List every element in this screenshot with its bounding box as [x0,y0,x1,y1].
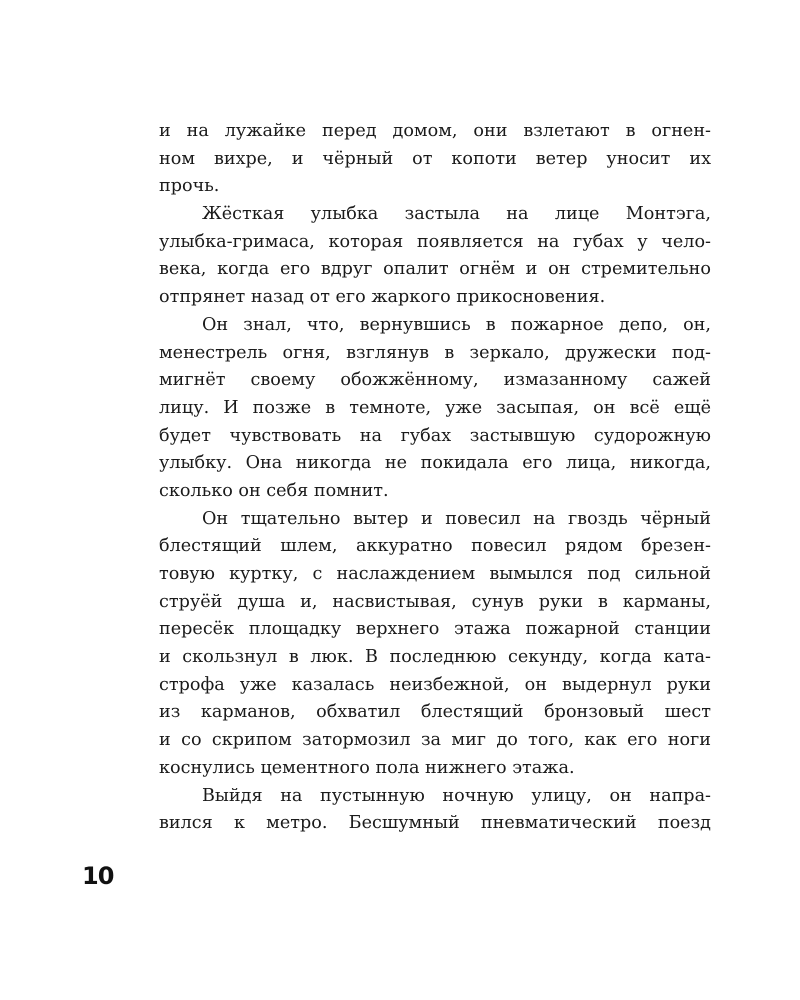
text-line: будет чувствовать на губах застывшую судорожную [159,425,711,446]
text-line: ном вихре, и чёрный от копоти ветер уносит их [159,148,711,169]
text-line: и со скрипом затормозил за миг до того, как его ноги [159,730,711,751]
body-text [159,118,711,838]
text-line: отпрянет назад от его жаркого прикосновения. [159,287,606,308]
text-line: менестрель огня, взглянув в зеркало, дружески под- [159,342,711,363]
text-line: коснулись цементного пола нижнего этажа. [159,757,575,778]
text-line: пересёк площадку верхнего этажа пожарной станции [159,619,711,640]
text-line: Он тщательно вытер и повесил на гвоздь чёрный [202,508,711,529]
text-line: лицу. И позже в темноте, уже засыпая, он всё ещё [159,397,711,418]
text-line: Выйдя на пустынную ночную улицу, он напра- [202,785,711,806]
text-line: века, когда его вдруг опалит огнём и он стремительно [159,259,711,280]
text-line: и на лужайке перед домом, они взлетают в огнен- [159,121,711,141]
text-line: струёй душа и, насвистывая, сунув руки в карманы, [159,591,711,612]
text-line: и скользнул в люк. В последнюю секунду, когда ката- [159,647,711,668]
text-line: вился к метро. Бесшумный пневматический поезд [159,813,711,834]
page-number: 10 [82,862,114,890]
text-line: сколько он себя помнит. [159,480,389,501]
text-line: из карманов, обхватил блестящий бронзовый шест [159,702,711,723]
text-line: мигнёт своему обожжённому, измазанному сажей [159,370,711,391]
text-line: товую куртку, с наслаждением вымылся под сильной [159,564,711,584]
text-line: улыбка-гримаса, которая появляется на губах у чело- [159,231,711,252]
text-line: Жёсткая улыбка застыла на лице Монтэга, [202,204,711,225]
text-line: блестящий шлем, аккуратно повесил рядом брезен- [159,536,711,557]
text-line: Он знал, что, вернувшись в пожарное депо, он, [202,314,711,335]
text-line: улыбку. Она никогда не покидала его лица, никогда, [159,453,711,474]
text-line: прочь. [159,176,220,197]
text-line: строфа уже казалась неизбежной, он выдернул руки [159,674,711,695]
